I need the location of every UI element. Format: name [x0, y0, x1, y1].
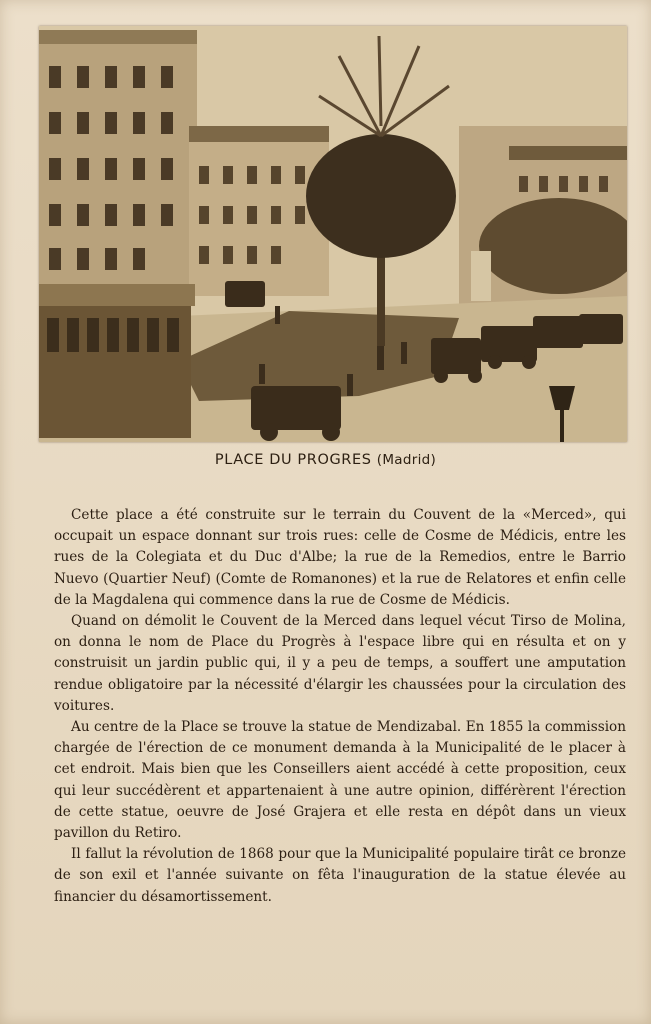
photo-illustration [39, 26, 627, 442]
paragraph: Au centre de la Place se trouve la statue de Mendizabal. En 1855 la commission chargée de l'érection de ce monument demanda à la Municipalité de le placer à cet endroit. Mais bien que les Conseillers aient accédé à cette proposition, ceux qui leur succédèrent et appartenaient à une autre opinion, différèrent l'érection de cette statue, oeuvre de José Grajera et elle resta en dépôt dans un vieux pavillon du Retiro. [54, 719, 626, 842]
paragraph: Cette place a été construite sur le terrain du Couvent de la «Merced», qui occupait un espace donnant sur trois rues: celle de Cosme de Médicis, entre les rues de la Colegiata et du Duc d'Albe; la rue de la Remedios, entre le Barrio Nuevo (Quartier Neuf) (Comte de Romanones) et la rue de Relatores et enfin celle de la Magdalena qui commence dans la rue de Cosme de Médicis. [54, 507, 626, 608]
photo-caption [0, 452, 651, 468]
paragraph: Il fallut la révolution de 1868 pour que la Municipalité populaire tirât ce bronze de son exil et l'année suivante on fêta l'inauguration de la statue élevée au financier du désamortissement. [54, 846, 626, 905]
plaza-photograph [39, 26, 627, 442]
paragraph: Quand on démolit le Couvent de la Merced dans lequel vécut Tirso de Molina, on donna le nom de Place du Progrès à l'espace libre qui en résulta et on y construisit un jardin public qui, il y a peu de temps, a souffert une amputation rendue obligatoire par la nécessité d'élargir les chaussées pour la circulation des voitures. [54, 613, 626, 714]
caption-title: PLACE DU PROGRES [214, 452, 372, 468]
caption-place: (Madrid) [376, 452, 437, 468]
description-text [54, 505, 626, 908]
